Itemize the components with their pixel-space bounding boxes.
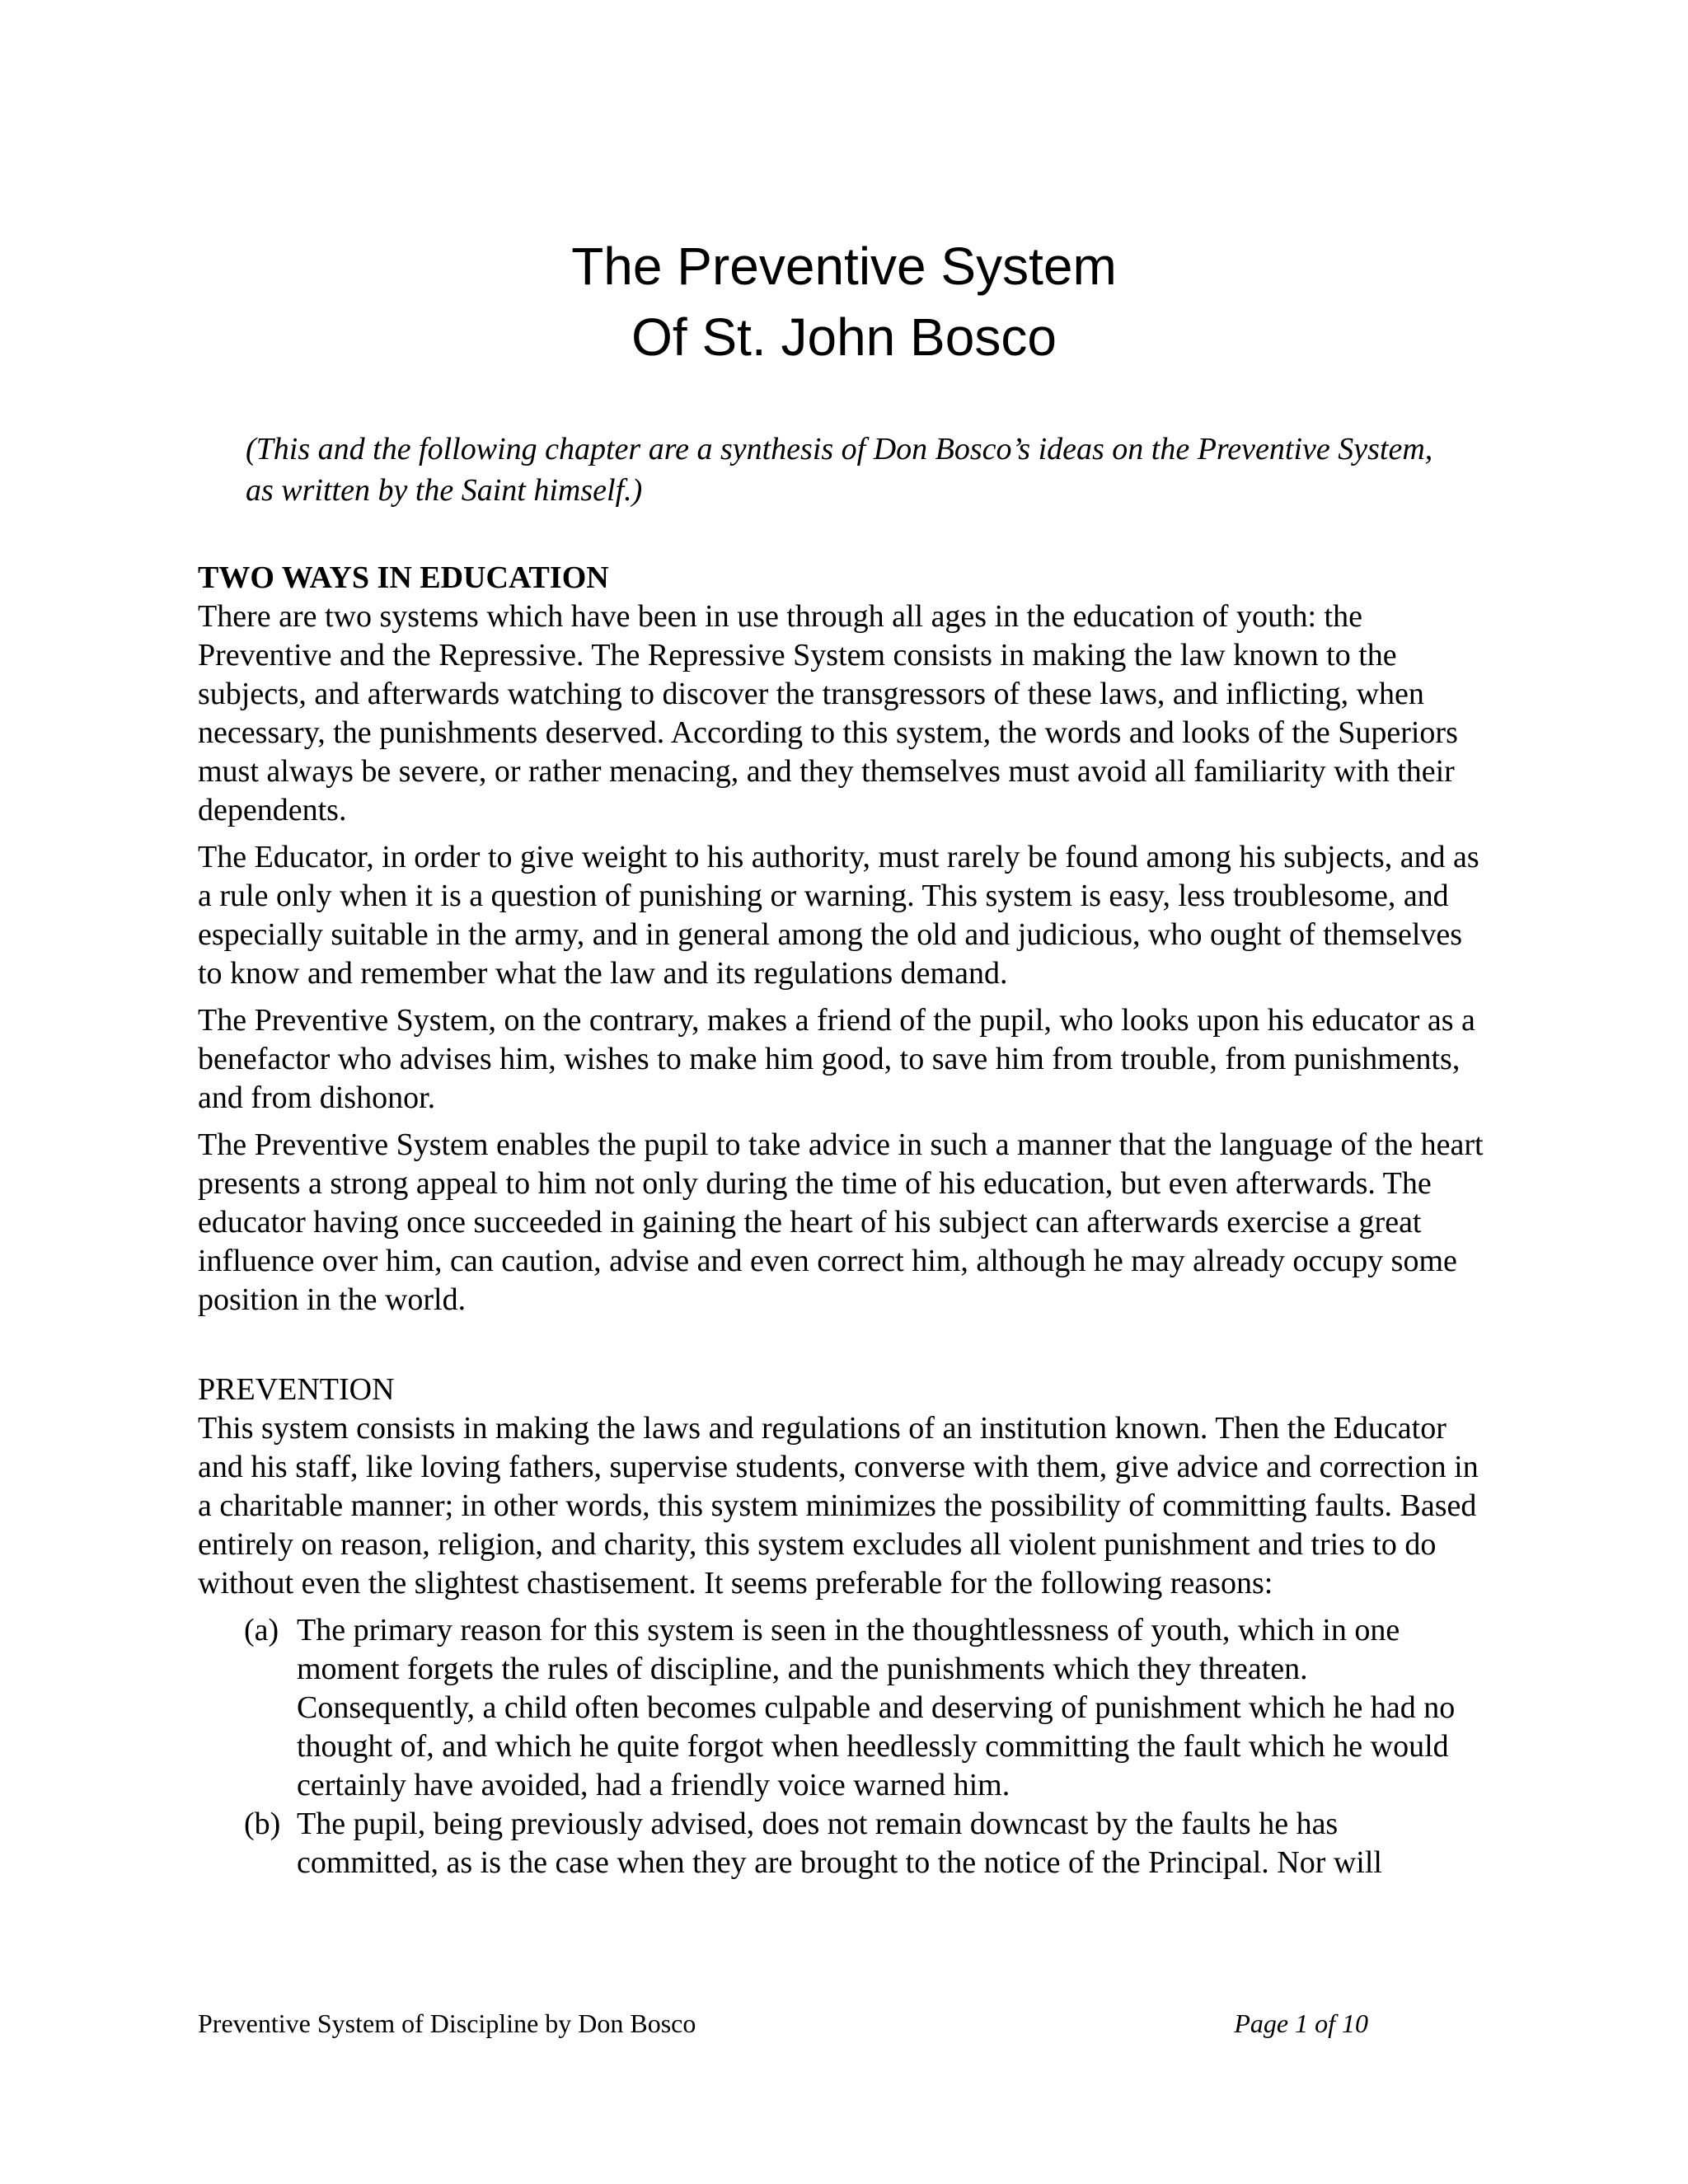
title-line-2: Of St. John Bosco: [631, 307, 1057, 367]
list-item: [198, 1611, 1484, 1805]
paragraph: The Preventive System enables the pupil to take advice in such a manner that the language of the heart presents a strong appeal to him not only during the time of his education, but even afterwards. The educator having once succeeded in gaining the heart of his subject can afterwards exercise a great influence over him, can caution, advise and even correct him, although he may already occupy some position in the world.: [198, 1127, 1484, 1317]
list-marker: (b): [244, 1807, 281, 1841]
section-heading: PREVENTION: [198, 1372, 395, 1407]
list-item: [198, 1805, 1484, 1882]
paragraph: This system consists in making the laws and regulations of an institution known. Then the Educator and his staff, like loving fathers, supervise students, converse with them, give advice and correction in a charitable manner; in other words, this system minimizes the possibility of committing faults. Based entirely on reason, religion, and charity, this system excludes all violent punishment and tries to do without even the slightest chastisement. It seems preferable for the following reasons:: [198, 1411, 1479, 1601]
section-prevention: [198, 1371, 1484, 1882]
paragraph: The Educator, in order to give weight to his authority, must rarely be found among his subjects, and as a rule only when it is a question of punishing or warning. This system is easy, less troublesome, and especially suitable in the army, and in general among the old and judicious, who ought of themselves to know and remember what the law and its regulations demand.: [198, 840, 1479, 991]
list-marker: (a): [244, 1613, 279, 1647]
list-item-text: The primary reason for this system is seen in the thoughtlessness of youth, which in one moment forgets the rules of discipline, and the punishments which they threaten. Consequently, a child often becomes culpable and deserving of punishment which he had no thought of, and which he quite forgot when heedlessly committing the fault which he would certainly have avoided, had a friendly voice warned him.: [297, 1613, 1456, 1802]
paragraph: The Preventive System, on the contrary, makes a friend of the pupil, who looks upon his educator as a benefactor who advises him, wishes to make him good, to save him from trouble, from punishments, and from dishonor.: [198, 1003, 1475, 1115]
section-heading: TWO WAYS IN EDUCATION: [198, 560, 609, 595]
footer-document-title: Preventive System of Discipline by Don Bosco: [198, 2008, 696, 2038]
document-body: [198, 559, 1484, 1882]
title-line-1: The Preventive System: [571, 237, 1117, 296]
section-spacer: [198, 1328, 1484, 1371]
reasons-list: [198, 1611, 1484, 1882]
list-item-text: The pupil, being previously advised, does not remain downcast by the faults he has committed, as is the case when they are brought to the notice of the Principal. Nor will: [297, 1807, 1382, 1880]
footer-page-number: Page 1 of 10: [1234, 2008, 1368, 2038]
intro-note: (This and the following chapter are a synthesis of Don Bosco’s ideas on the Preventive System, as written by the Saint himself.): [246, 432, 1433, 508]
page-title: [0, 231, 1688, 373]
section-two-ways-in-education: [198, 559, 1484, 1319]
paragraph: There are two systems which have been in use through all ages in the education of youth: the Preventive and the Repressive. The Repressive System consists in making the law known to the subjects, and afterwards watching to discover the transgressors of these laws, and inflicting, when necessary, the punishments deserved. According to this system, the words and looks of the Superiors must always be severe, or rather menacing, and they themselves must avoid all familiarity with their dependents.: [198, 599, 1458, 827]
